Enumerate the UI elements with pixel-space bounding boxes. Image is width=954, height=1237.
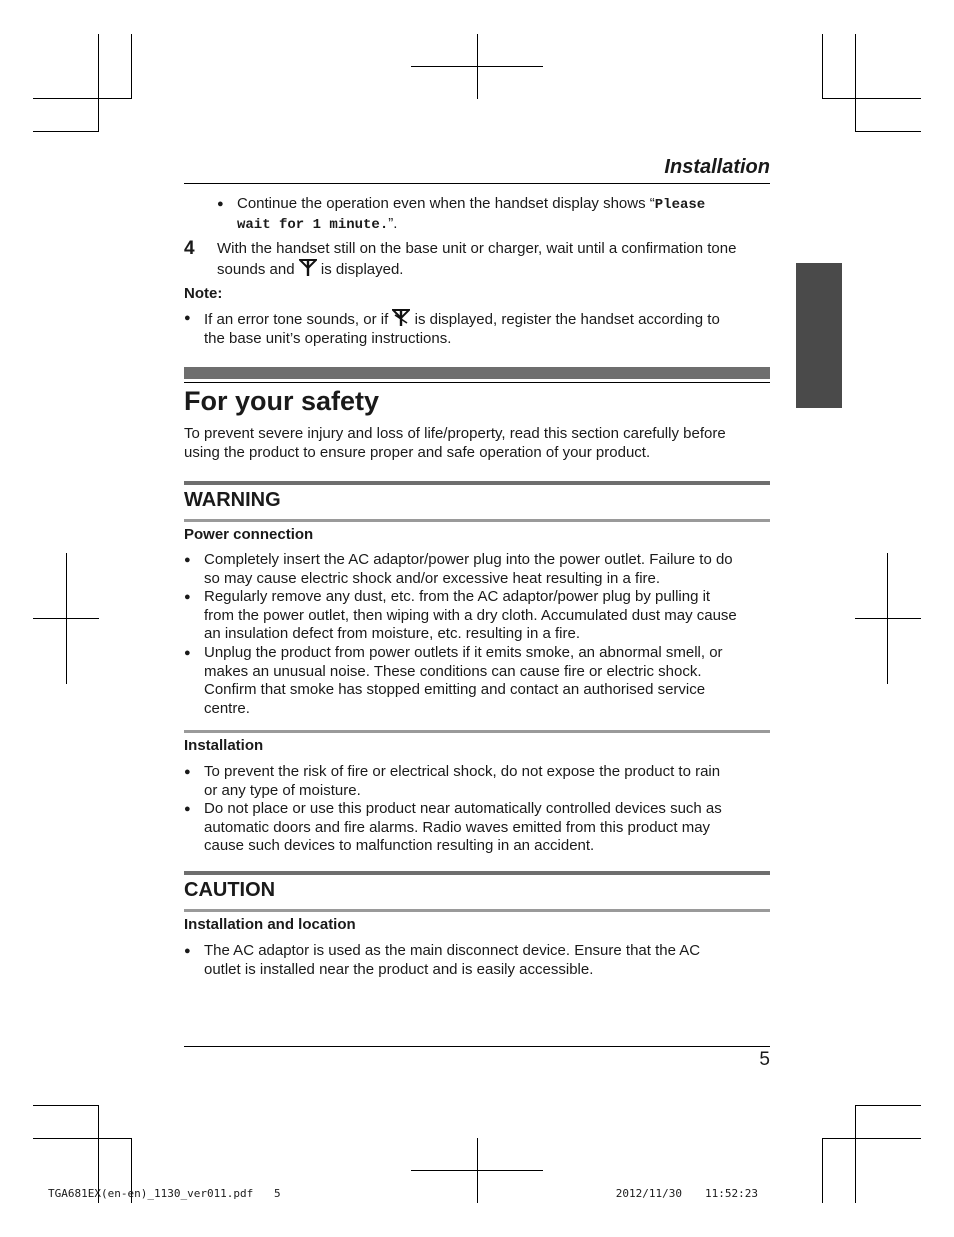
print-file-name: TGA681EX(en-en)_1130_ver011.pdf <box>48 1187 254 1200</box>
page-title: For your safety <box>184 386 380 416</box>
caution-top-rule <box>184 871 770 875</box>
section-bar-underline <box>184 382 770 383</box>
list-item: ● To prevent the risk of fire or electrical shock, do not expose the product to rain or any type of moisture. <box>204 763 770 800</box>
list-item: ● Completely insert the AC adaptor/power plug into the power outlet. Failure to do so may cause electric shock and/or excessive heat resulting in a fire. <box>204 551 770 588</box>
header-rule <box>184 183 770 184</box>
note-heading: Note: <box>184 285 223 302</box>
list-item: ● The AC adaptor is used as the main disconnect device. Ensure that the AC outlet is installed near the product and is easily accessible. <box>204 942 770 979</box>
warning-heading: WARNING <box>184 489 281 511</box>
caution-heading: CAUTION <box>184 879 276 901</box>
print-time: 11:52:23 <box>705 1187 758 1200</box>
antenna-icon <box>299 259 317 276</box>
print-slug <box>48 1187 758 1200</box>
warning-top-rule <box>184 481 770 485</box>
antenna-icon <box>392 309 410 326</box>
caution-bottom-rule <box>184 909 770 912</box>
section-tab <box>796 263 842 408</box>
subsection-heading: Installation and location <box>184 916 356 933</box>
display-message: wait for 1 minute. <box>237 216 389 233</box>
list-item: ● If an error tone sounds, or if is displayed, register the handset according to the base unit’s operating instructions. <box>204 309 770 348</box>
subsection-heading: Installation <box>184 737 264 754</box>
display-message: Please <box>654 197 706 213</box>
list-item: ● Regularly remove any dust, etc. from the AC adaptor/power plug by pulling it from the power outlet, then wiping with a dry cloth. Accumulated dust may cause an insulation defect from moisture, etc. resulting in a fire. <box>204 588 770 644</box>
list-item: ● Unplug the product from power outlets if it emits smoke, an abnormal smell, or makes an unusual noise. These conditions can cause fire or electric shock. Confirm that smoke has stopped emitting and contact an authorised service centre. <box>204 644 770 718</box>
step-number: 4 <box>184 238 195 259</box>
page-number: 5 <box>759 1049 770 1070</box>
print-date: 2012/11/30 <box>615 1187 682 1200</box>
list-item: ● Continue the operation even when the handset display shows “Please wait for 1 minute.”. <box>237 195 770 234</box>
list-item: ● Do not place or use this product near automatically controlled devices such as automatic doors and fire alarms. Radio waves emitted from this product may cause such devices to malfunction resulting in an accident. <box>204 800 770 856</box>
step-text: With the handset still on the base unit or charger, wait until a confirmation tone sounds and is displayed. <box>217 240 737 278</box>
subsection-rule <box>184 730 770 733</box>
running-header: Installation <box>664 156 770 178</box>
safety-intro: To prevent severe injury and loss of life/property, read this section carefully before using the product to ensure proper and safe operation of your product. <box>184 425 726 461</box>
subsection-heading: Power connection <box>184 526 314 543</box>
warning-bottom-rule <box>184 519 770 522</box>
print-file-page: 5 <box>273 1187 281 1200</box>
footer-rule <box>184 1046 770 1047</box>
section-bar <box>184 367 770 379</box>
